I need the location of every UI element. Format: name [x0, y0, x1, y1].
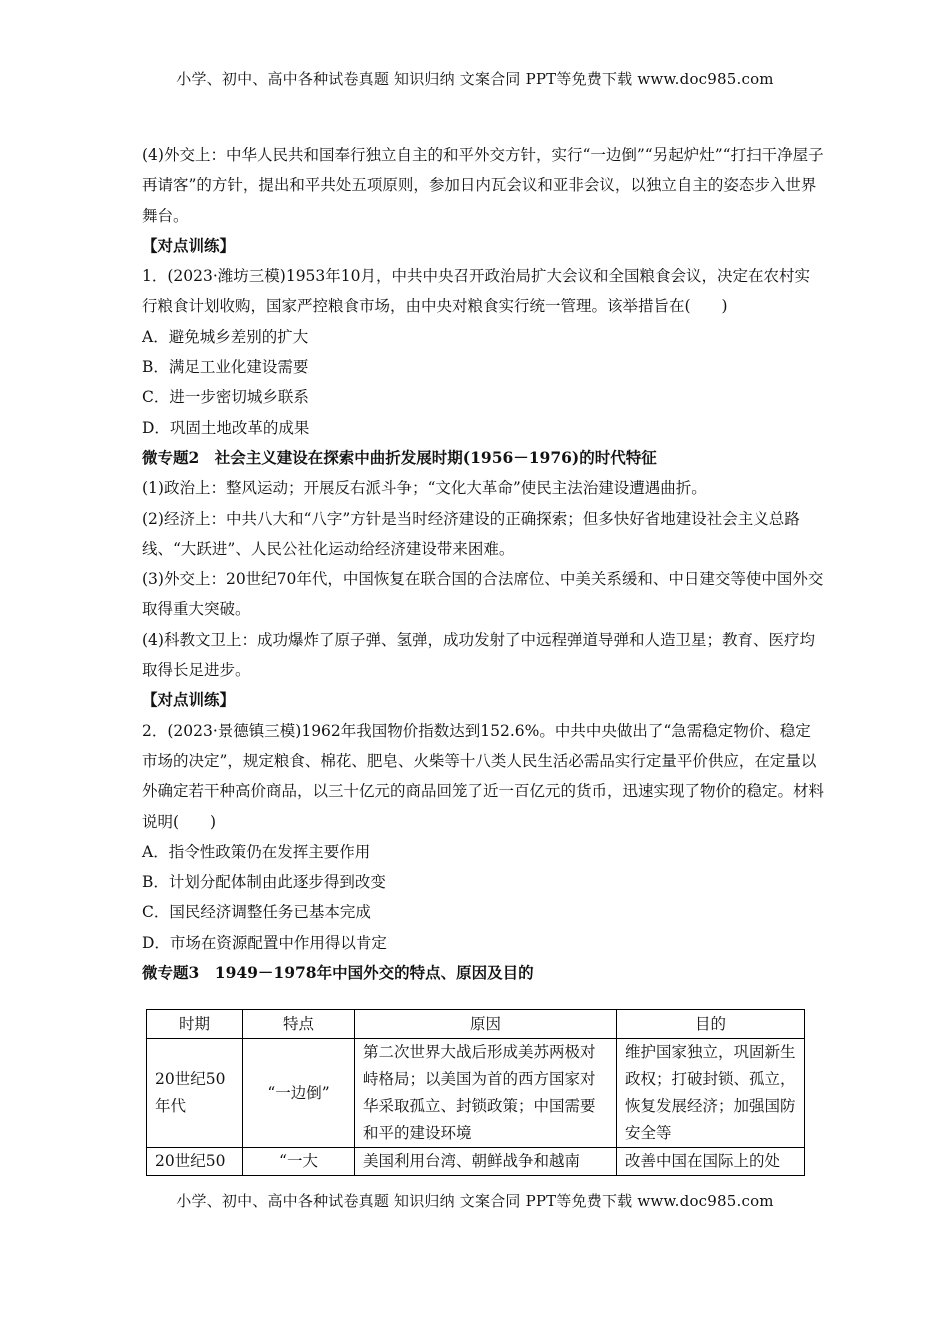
question-1-stem: 1．(2023·潍坊三模)1953年10月，中共中央召开政治局扩大会议和全国粮食会议，决定在农村实行粮食计划收购，国家严控粮食市场，由中央对粮食实行统一管理。该举措旨在( ) — [142, 267, 811, 316]
question-2-option-a: A．指令性政策仍在发挥主要作用 — [142, 842, 371, 861]
table-cell: 第二次世界大战后形成美苏两极对峙格局；以美国为首的西方国家对华采取孤立、封锁政策；中国需要和平的建设环境 — [355, 1039, 617, 1148]
table-header-row — [147, 1010, 805, 1039]
section-2-point-2: (2)经济上：中共八大和“八字”方针是当时经济建设的正确探索；但多快好省地建设社会主义总路线、“大跃进”、人民公社化运动给经济建设带来困难。 — [142, 509, 800, 558]
table-cell: 美国利用台湾、朝鲜战争和越南 — [355, 1148, 617, 1176]
table-cell: 20世纪50 — [147, 1148, 243, 1176]
table-header-cell: 特点 — [243, 1010, 355, 1039]
table-cell: “一边倒” — [243, 1039, 355, 1148]
question-1-option-d: D．巩固土地改革的成果 — [142, 418, 310, 437]
table-header-cell: 目的 — [617, 1010, 805, 1039]
question-1-option-c: C．进一步密切城乡联系 — [142, 388, 309, 407]
section-2-point-4: (4)科教文卫上：成功爆炸了原子弹、氢弹，成功发射了中远程弹道导弹和人造卫星；教育、医疗均取得长足进步。 — [142, 630, 815, 680]
diplomacy-paragraph: (4)外交上：中华人民共和国奉行独立自主的和平外交方针，实行“一边倒”“另起炉灶”“打扫干净屋子再请客”的方针，提出和平共处五项原则，参加日内瓦会议和亚非会议，以独立自主的姿态步入世界舞台。 — [142, 146, 824, 225]
question-1-option-a: A．避免城乡差别的扩大 — [142, 327, 309, 346]
section-2-point-1: (1)政治上：整风运动；开展反右派斗争；“文化大革命”使民主法治建设遭遇曲折。 — [142, 479, 707, 498]
section-2-title: 微专题2 社会主义建设在探索中曲折发展时期(1956－1976)的时代特征 — [142, 447, 657, 467]
document-body — [142, 140, 824, 988]
table-header-cell: 时期 — [147, 1010, 243, 1039]
table-cell: 20世纪50年代 — [147, 1039, 243, 1148]
question-2-option-b: B．计划分配体制由此逐步得到改变 — [142, 873, 386, 892]
question-2-option-c: C．国民经济调整任务已基本完成 — [142, 903, 371, 922]
section-3-title: 微专题3 1949－1978年中国外交的特点、原因及目的 — [142, 963, 534, 983]
table-row — [147, 1039, 805, 1148]
table-cell: 改善中国在国际上的处 — [617, 1148, 805, 1176]
table-cell: 维护国家独立，巩固新生政权；打破封锁、孤立，恢复发展经济；加强国防安全等 — [617, 1039, 805, 1148]
diplomacy-table — [146, 1009, 805, 1176]
question-1-option-b: B．满足工业化建设需要 — [142, 358, 309, 377]
practice-label-1: 【对点训练】 — [142, 235, 236, 255]
table-header-cell: 原因 — [355, 1010, 617, 1039]
practice-label-2: 【对点训练】 — [142, 690, 236, 710]
table-row — [147, 1148, 805, 1176]
page-footer: 小学、初中、高中各种试卷真题 知识归纳 文案合同 PPT等免费下载 www.doc985.com — [176, 1192, 774, 1210]
question-2-option-d: D．市场在资源配置中作用得以肯定 — [142, 933, 387, 952]
section-2-point-3: (3)外交上：20世纪70年代，中国恢复在联合国的合法席位、中美关系缓和、中日建交等使中国外交取得重大突破。 — [142, 570, 824, 619]
table-cell: “一大 — [243, 1148, 355, 1176]
question-2-stem: 2．(2023·景德镇三模)1962年我国物价指数达到152.6%。中共中央做出了“急需稳定物价、稳定市场的决定”，规定粮食、棉花、肥皂、火柴等十八类人民生活必需品实行定量平价供应，在定量以外确定若干种高价商品，以三十亿元的商品回笼了近一百亿元的货币，迅速实现了物价的稳定。材料说明( ) — [142, 721, 825, 831]
page-header: 小学、初中、高中各种试卷真题 知识归纳 文案合同 PPT等免费下载 www.doc985.com — [176, 70, 774, 88]
